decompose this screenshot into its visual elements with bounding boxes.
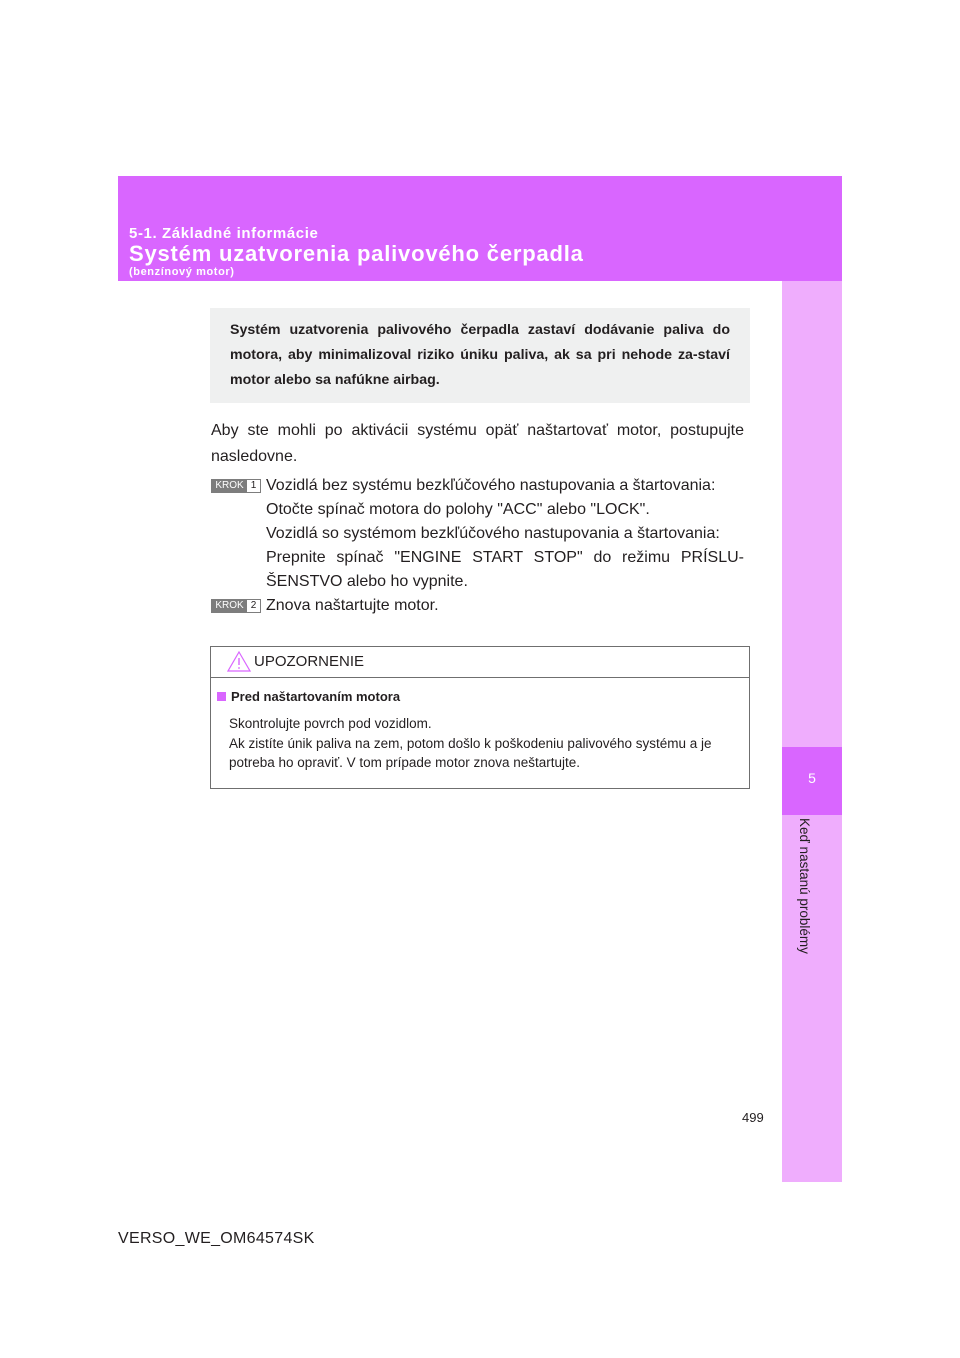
caution-line: Ak zistíte únik paliva na zem, potom došlo k poškodeniu palivového systému a je potreba ho opraviť. V tom prípade motor znova neštartujte. (229, 735, 712, 770)
step-line: Prepnite spínač "ENGINE START STOP" do režimu PRÍSLU-ŠENSTVO alebo ho vypnite. (266, 549, 744, 590)
page-title: Systém uzatvorenia palivového čerpadla (129, 241, 584, 266)
caution-box (210, 646, 750, 789)
warning-triangle-icon (227, 651, 251, 672)
caution-header (211, 647, 749, 678)
step-line: Otočte spínač motora do polohy "ACC" alebo "LOCK". (266, 501, 650, 518)
step-badge (211, 599, 261, 613)
caution-line: Skontrolujte povrch pod vozidlom. (229, 716, 432, 731)
section-label: 5-1. Základné informácie (129, 225, 319, 242)
step-1 (211, 474, 744, 594)
document-code: VERSO_WE_OM64574SK (118, 1230, 315, 1247)
intro-box (210, 308, 750, 403)
caution-subheading (217, 689, 400, 704)
caution-subheading-text: Pred naštartovaním motora (231, 689, 401, 704)
caution-label: UPOZORNENIE (254, 653, 365, 670)
body-paragraph: Aby ste mohli po aktivácii systému opäť naštartovať motor, postupujte nasledovne. (211, 422, 744, 465)
square-bullet-icon (217, 692, 226, 701)
step-badge-number: 2 (247, 600, 260, 612)
step-text (266, 594, 744, 618)
page-number: 499 (742, 1110, 764, 1125)
step-badge (211, 479, 261, 493)
step-line: Vozidlá so systémom bezkľúčového nastupovania a štartovania: (266, 525, 720, 542)
intro-text: Systém uzatvorenia palivového čerpadla zastaví dodávanie paliva do motora, aby minimalizoval riziko úniku paliva, ak sa pri nehode za-staví motor alebo sa nafúkne airbag. (230, 322, 730, 388)
step-badge-number: 1 (247, 480, 260, 492)
page-subtitle: (benzínový motor) (129, 266, 235, 278)
step-badge-label: KROK (212, 600, 247, 612)
step-line: Vozidlá bez systému bezkľúčového nastupovania a štartovania: (266, 477, 716, 494)
step-2 (211, 594, 744, 618)
side-tab (782, 281, 842, 1182)
step-badge-label: KROK (212, 480, 247, 492)
step-text (266, 474, 744, 594)
caution-body (229, 714, 745, 773)
chapter-title: Keď nastanú problémy (797, 818, 812, 954)
step-line: Znova naštartujte motor. (266, 597, 439, 614)
chapter-number: 5 (808, 770, 816, 786)
